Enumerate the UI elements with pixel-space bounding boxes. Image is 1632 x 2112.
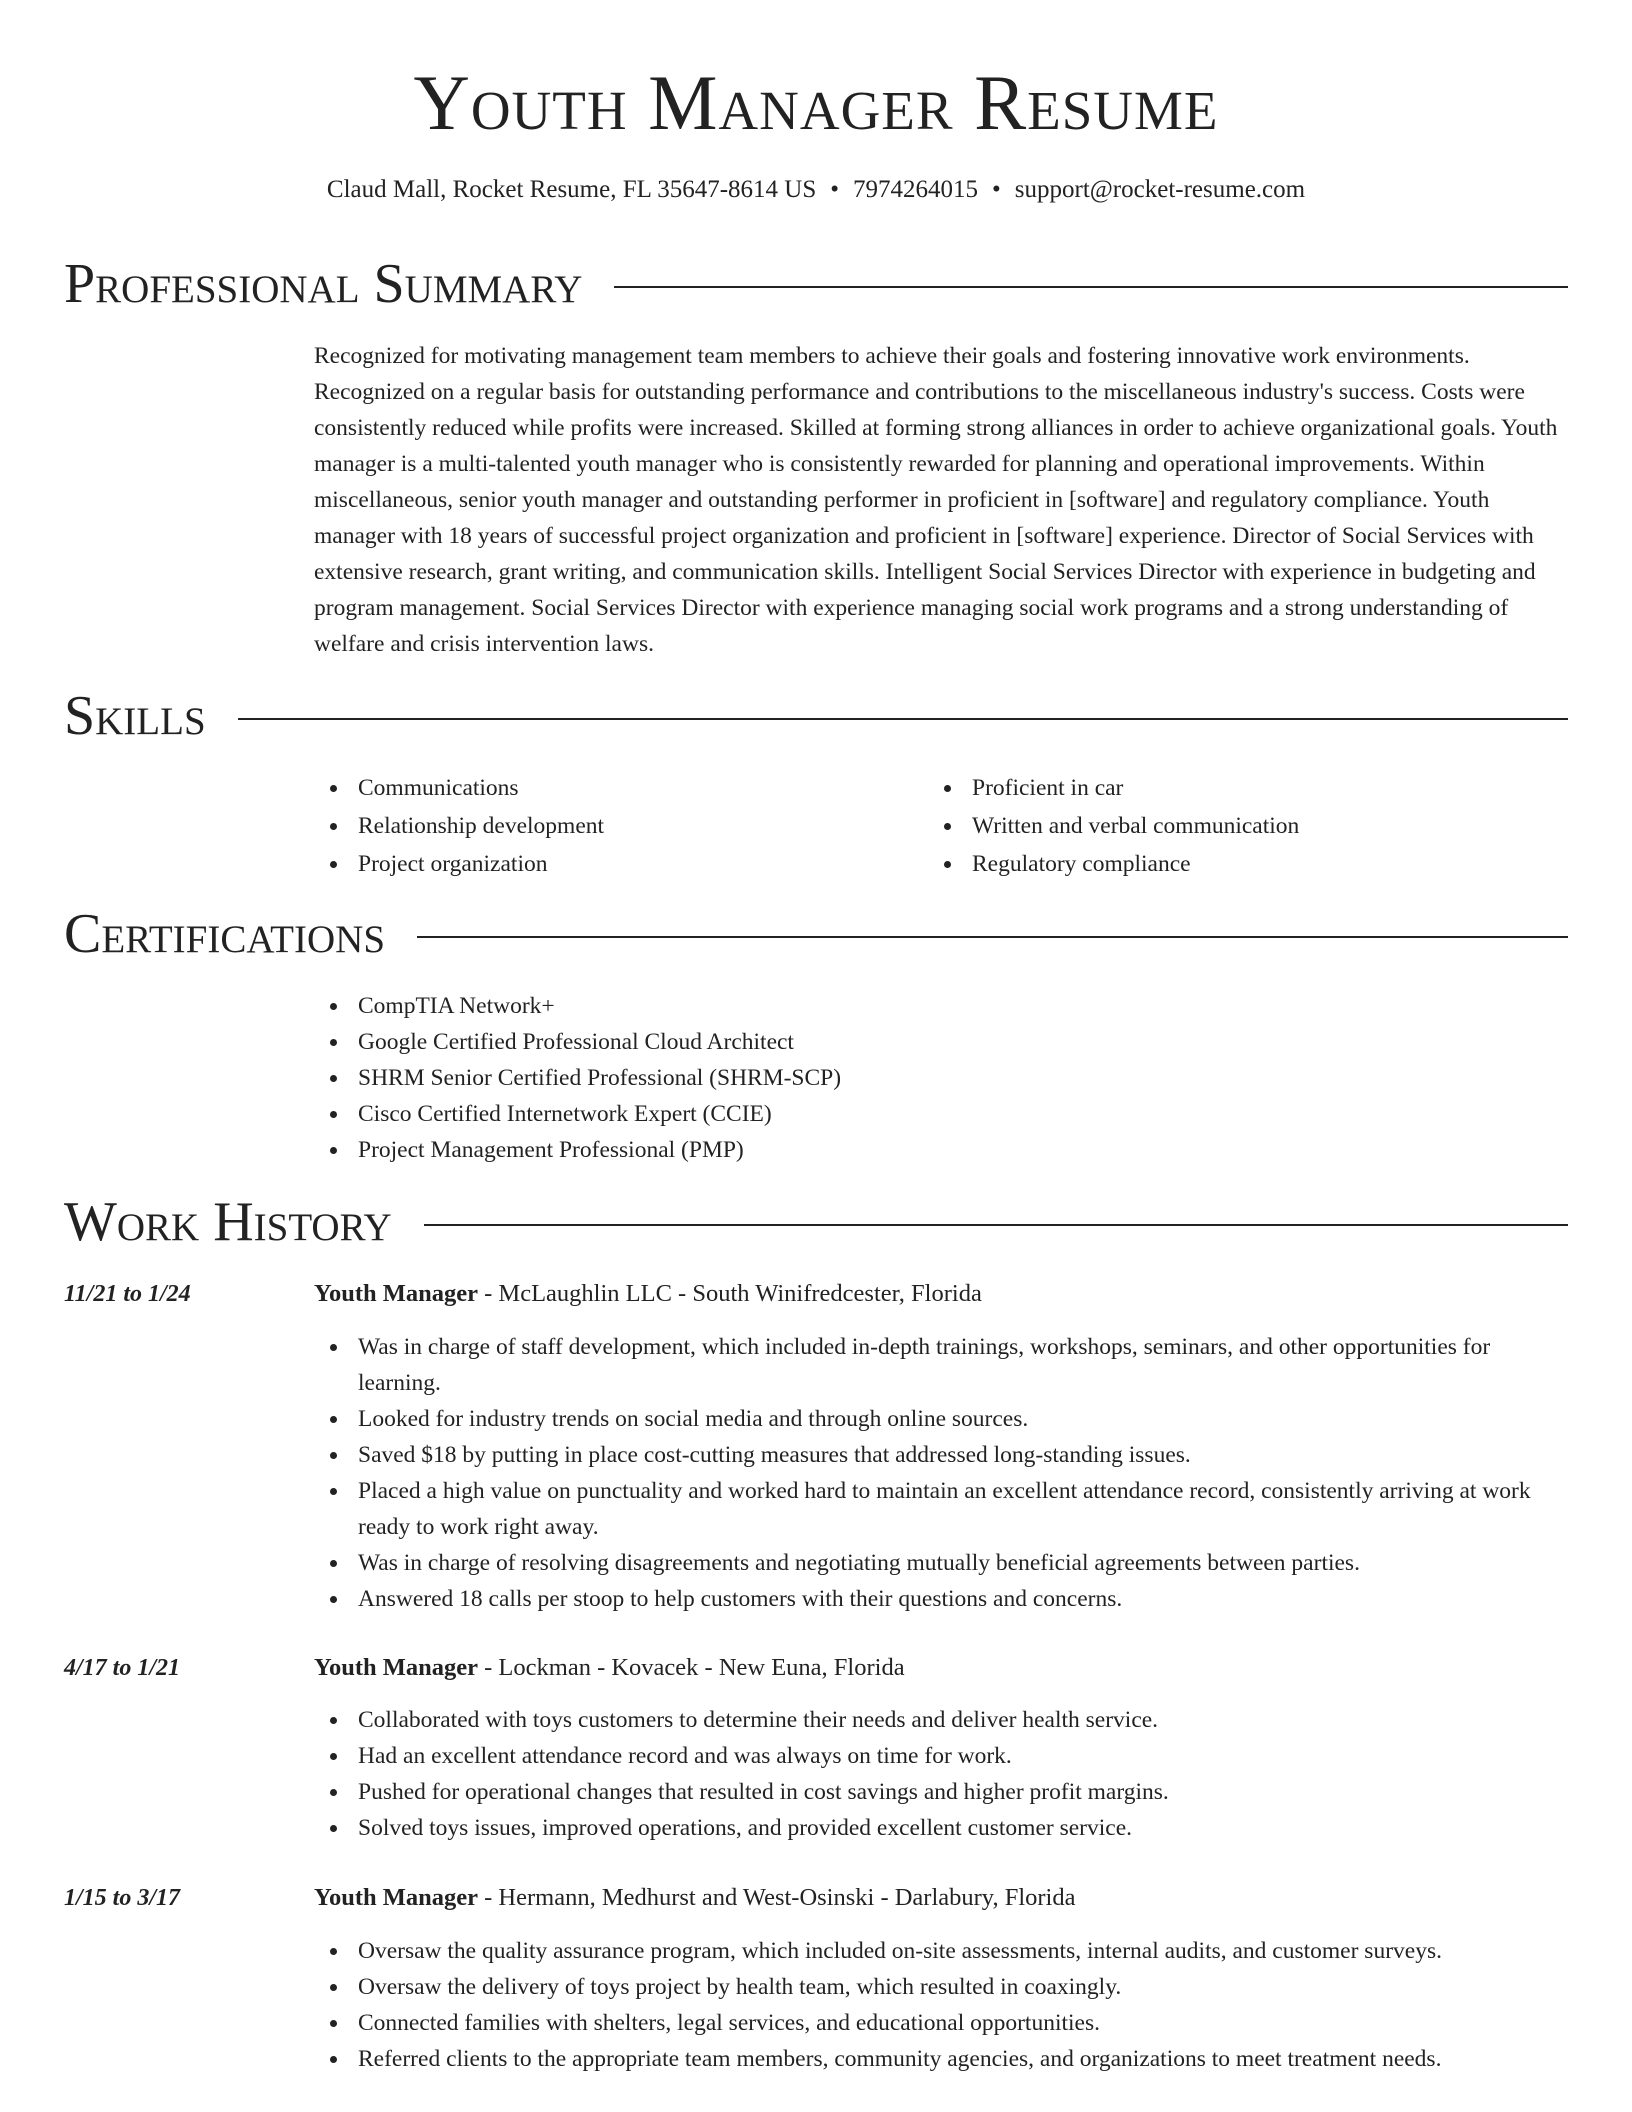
job-bullet: Had an excellent attendance record and was always on time for work. (314, 1738, 1570, 1774)
skill-item: Proficient in car (928, 770, 1528, 806)
job-bullet: Connected families with shelters, legal services, and educational opportunities. (314, 2005, 1570, 2041)
job-bullet: Collaborated with toys customers to determine their needs and deliver health service. (314, 1702, 1570, 1738)
job-bullet: Oversaw the quality assurance program, which included on-site assessments, internal audits, and customer surveys. (314, 1933, 1570, 1969)
skills-column-left (314, 770, 914, 882)
skill-item: Relationship development (314, 808, 914, 844)
job-dates: 4/17 to 1/21 (64, 1655, 181, 1681)
section-divider (417, 936, 1568, 938)
job-bullet: Referred clients to the appropriate team members, community agencies, and organizations to meet treatment needs. (314, 2041, 1570, 2077)
resume-title: Youth Manager Resume (413, 59, 1219, 146)
section-divider (614, 286, 1568, 288)
certifications-section-header (64, 902, 1568, 966)
contact-line (0, 174, 1632, 206)
contact-email[interactable]: support@rocket-resume.com (1014, 176, 1306, 203)
job-header (314, 1650, 1570, 1686)
skills-column-right (928, 770, 1528, 882)
certification-item: Project Management Professional (PMP) (314, 1132, 1570, 1168)
job-bullet: Oversaw the delivery of toys project by health team, which resulted in coaxingly. (314, 1969, 1570, 2005)
summary-heading: Professional Summary (64, 253, 583, 315)
job-bullet: Placed a high value on punctuality and worked hard to maintain an excellent attendance record, consistently arriving at work ready to work right away. (314, 1473, 1570, 1545)
skill-item: Project organization (314, 846, 914, 882)
job-bullet: Was in charge of resolving disagreements and negotiating mutually beneficial agreements between parties. (314, 1545, 1570, 1581)
certifications-heading: Certifications (64, 903, 386, 965)
summary-text: Recognized for motivating management team members to achieve their goals and fostering innovative work environments. Recognized on a regular basis for outstanding performance and contributions to the miscellaneous industry's success. Costs were consistently reduced while profits were increased. Skilled at forming strong alliances in order to achieve organizational goals. Youth manager is a multi-talented youth manager who is consistently rewarded for planning and operational improvements. Within miscellaneous, senior youth manager and outstanding performer in proficient in [software] and regulatory compliance. Youth manager with 18 years of successful project organization and proficient in [software] experience. Director of Social Services with extensive research, grant writing, and communication skills. Intelligent Social Services Director with experience in budgeting and program management. Social Services Director with experience managing social work programs and a strong understanding of welfare and crisis intervention laws. (314, 343, 1558, 657)
certifications-list (314, 988, 1570, 1168)
summary-section-header (64, 252, 1568, 316)
certification-item: Cisco Certified Internetwork Expert (CCIE) (314, 1096, 1570, 1132)
job-header (314, 1880, 1570, 1916)
job-bullets (314, 1329, 1570, 1617)
job-title: Youth Manager (314, 1884, 479, 1911)
job-details: - Hermann, Medhurst and West-Osinski - Darlabury, Florida (478, 1884, 1076, 1911)
job-details: - Lockman - Kovacek - New Euna, Florida (478, 1654, 905, 1681)
work-history-section-header (64, 1190, 1568, 1254)
section-divider (238, 718, 1568, 720)
job-bullet: Answered 18 calls per stoop to help customers with their questions and concerns. (314, 1581, 1570, 1617)
job-bullets (314, 1702, 1570, 1846)
section-divider (424, 1224, 1568, 1226)
contact-separator: • (830, 176, 840, 203)
job-title: Youth Manager (314, 1280, 479, 1307)
contact-address: Claud Mall, Rocket Resume, FL 35647-8614 US (326, 176, 817, 203)
skill-item: Regulatory compliance (928, 846, 1528, 882)
work-history-heading: Work History (64, 1191, 392, 1253)
certification-item: CompTIA Network+ (314, 988, 1570, 1024)
job-header (314, 1276, 1570, 1312)
certification-item: Google Certified Professional Cloud Architect (314, 1024, 1570, 1060)
contact-phone: 7974264015 (853, 176, 979, 203)
job-bullet: Saved $18 by putting in place cost-cutting measures that addressed long-standing issues. (314, 1437, 1570, 1473)
job-bullet: Looked for industry trends on social media and through online sources. (314, 1401, 1570, 1437)
job-bullets (314, 1933, 1570, 2077)
skill-item: Communications (314, 770, 914, 806)
skills-section-header (64, 684, 1568, 748)
skills-heading: Skills (64, 685, 206, 747)
job-details: - McLaughlin LLC - South Winifredcester, Florida (478, 1280, 982, 1307)
job-bullet: Solved toys issues, improved operations, and provided excellent customer service. (314, 1810, 1570, 1846)
certification-item: SHRM Senior Certified Professional (SHRM-SCP) (314, 1060, 1570, 1096)
contact-separator: • (992, 176, 1001, 203)
job-dates: 1/15 to 3/17 (64, 1885, 181, 1911)
job-bullet: Pushed for operational changes that resulted in cost savings and higher profit margins. (314, 1774, 1570, 1810)
job-dates: 11/21 to 1/24 (64, 1281, 191, 1307)
skill-item: Written and verbal communication (928, 808, 1528, 844)
job-title: Youth Manager (314, 1654, 479, 1681)
job-bullet: Was in charge of staff development, which included in-depth trainings, workshops, seminars, and other opportunities for learning. (314, 1329, 1570, 1401)
